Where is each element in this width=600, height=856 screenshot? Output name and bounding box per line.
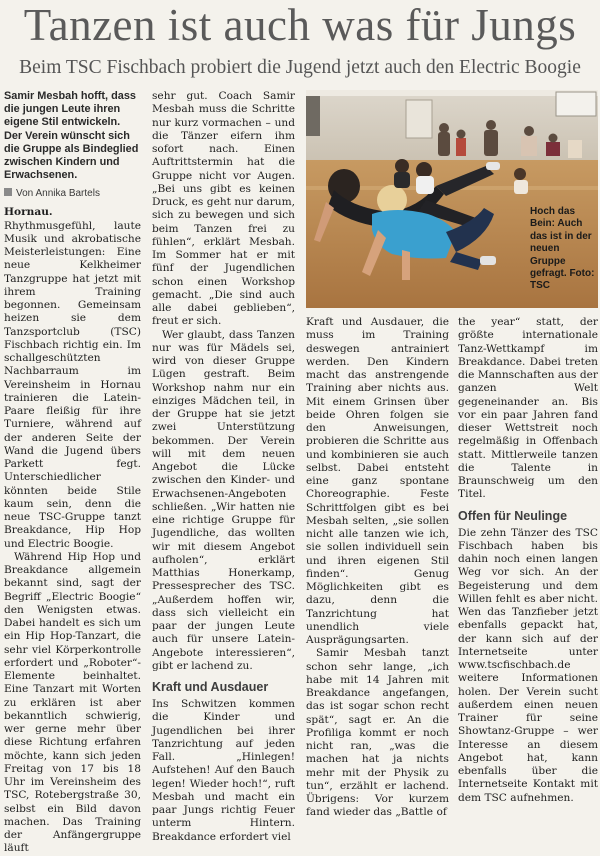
section-heading: Offen für Neulinge <box>458 508 568 523</box>
body-paragraph: sehr gut. Coach Samir Mesbah muss die Schritte nur kurz vormachen – und die Tänzer eifern ihm sofort nach. Einen Auftrittstermin hat die Gruppe nicht vor Augen. „Bei uns gibt es keinen Druck, es geht nur darum, sich zu bewegen und sich beim Tanzen frei zu fühlen“, erklärt Mesbah. Im Sommer hat er mit fünf der Jugendlichen schon einen Workshop gemacht. „Die sind auch alle dabei geblieben“, freut er sich. <box>152 90 295 328</box>
column-4 <box>458 316 598 805</box>
column-1 <box>4 90 141 856</box>
byline <box>4 188 141 200</box>
subheadline: Beim TSC Fischbach probiert die Jugend jetzt auch den Electric Boogie <box>19 57 581 78</box>
body-paragraph: Die zehn Tänzer des TSC Fischbach haben bis dahin noch einen langen Weg vor sich. An der Begeisterung und dem Willen fehlt es aber nicht. Wen das Tanzfieber jetzt ebenfalls gepackt hat, der kann sich auf der Internetseite unter www.tscfischbach.de weitere Informationen holen. Der Verein sucht außerdem einen neuen Trainer für seine Showtanz-Gruppe – wer Interesse an diesem Angebot hat, kann ebenfalls über die Internetseite Kontakt mit dem TSC aufnehmen. <box>458 526 598 804</box>
headline: Tanzen ist auch was für Jungs <box>23 0 577 50</box>
body-paragraph: Während Hip Hop und Breakdance allgemein bekannt sind, sagt der Begriff „Electric Boogie“ den Wenigsten etwas. Dabei handelt es sich um ein Hip Hop-Tanzart, die sehr viel Körperkontrolle erfordert und „Roboter“-Elemente beinhaltet. Eine Tanzart mit Worten zu erklären ist aber bekanntlich schwierig, wer gerne mehr über diese Richtung erfahren möchte, kann sich jeden Freitag von 17 bis 18 Uhr im Vereinsheim des TSC, Rotebergstraße 30, selbst ein Bild davon machen. Das Training der Anfängergruppe läuft <box>4 550 141 855</box>
photo-caption: Hoch das Bein: Auch das ist in der neuen Gruppe gefragt. Foto: TSC <box>530 206 595 292</box>
body-paragraph: Wer glaubt, dass Tanzen nur was für Mädels sei, wird von dieser Gruppe Lügen gestraft. Beim Workshop nahm nur ein einziges Mädchen teil, in der Gruppe hat sie jetzt zwei Unterstützung bekommen. Der Verein will mit dem neuen Angebot die Lücke zwischen den Kinder- und Erwachsenen-Angeboten schließen. „Wir hatten nie eine richtige Gruppe für Jugendliche, das wollten wir mit diesem Angebot aufholen“, erklärt Matthias Honerkamp, Pressesprecher des TSC. „Außerdem hoffen wir, dass sich vielleicht ein paar der jungen Leute auch für unsere Latein-Angebote interessieren“, gibt er lachend zu. <box>152 328 295 672</box>
column-3 <box>306 316 449 820</box>
body-paragraph: Kraft und Ausdauer, die muss im Training deswegen antrainiert werden. Den Kindern macht das anstrengende Training aber nichts aus. Mit einem Grinsen über beide Ohren folgen sie den Anweisungen, probieren die Schritte aus und kombinieren sie auch selbst. Dabei entsteht eine ganz spontane Choreographie. Feste Schrittfolgen gibt es bei Mesbah selten, „sie sollen nicht alle tanzen wie ich, sie sollen individuell sein und ihren eigenen Stil finden“. Genug Möglichkeiten gibt es dazu, denn die Tanzrichtung hat unendlich viele Ausprägungsarten. <box>306 316 449 646</box>
body-text: Rhythmusgefühl, laute Musik und akrobatische Meisterleistungen: Eine neue Kelkheimer Tanzgruppe hat jetzt mit ihrem Training begonnen. Gemeinsam heizen sie dem Tanzsportclub (TSC) Fischbach richtig ein. Im schallgeschützten Nachbarraum im Vereinsheim in Hornau trainieren die Latein-Paare fleißig für ihre Turniere, während auf der anderen Seite der Wand die Jugend übers Parkett fegt. Unterschiedlicher könnten beide Stile kaum sein, denn die neue TSC-Gruppe tanzt Breakdance, Hip Hop und Electric Boogie. <box>4 219 141 550</box>
body-paragraph: the year“ statt, der größte internationale Tanz-Wettkampf im Breakdance. Dabei treten die Mannschaften aus der ganzen Welt gegeneinander an. Bis vor ein paar Jahren fand dieser Wettstreit noch regelmäßig in Offenbach statt. Mittlerweile tanzen die Talente in Braunschweig um den Titel. <box>458 316 598 501</box>
section-heading: Kraft und Ausdauer <box>152 680 269 694</box>
body-paragraph <box>4 206 141 551</box>
body-paragraph: Samir Mesbah tanzt schon sehr lange, „ich habe mit 14 Jahren mit Breakdance angefangen, das ist sogar schon recht spät“, sagt er. An die Profiliga kommt er noch nicht ran, „was die machen hat ja nichts mehr mit der Physik zu tun“, erzählt er lachend. Übrigens: Vor kurzem fand wieder das „Battle of <box>306 647 449 819</box>
byline-square-icon <box>4 188 12 196</box>
lead-paragraph: Samir Mesbah hofft, dass die jungen Leute ihren eigene Stil entwickeln. Der Verein wünscht sich die Gruppe als Bindeglied zwischen Kindern und Erwachsenen. <box>4 90 139 182</box>
dateline: Hornau. <box>4 206 53 219</box>
byline-text: Von Annika Bartels <box>16 188 100 200</box>
body-paragraph: Ins Schwitzen kommen die Kinder und Jugendlichen bei ihrer Tanzrichtung auf jeden Fall. „Hinlegen! Aufstehen! Auf den Bauch legen! Wieder hoch!“, ruft Mesbah und macht ein paar Jungs richtig Feuer unterm Hintern. Breakdance erfordert viel <box>152 698 295 843</box>
column-2 <box>152 90 295 844</box>
